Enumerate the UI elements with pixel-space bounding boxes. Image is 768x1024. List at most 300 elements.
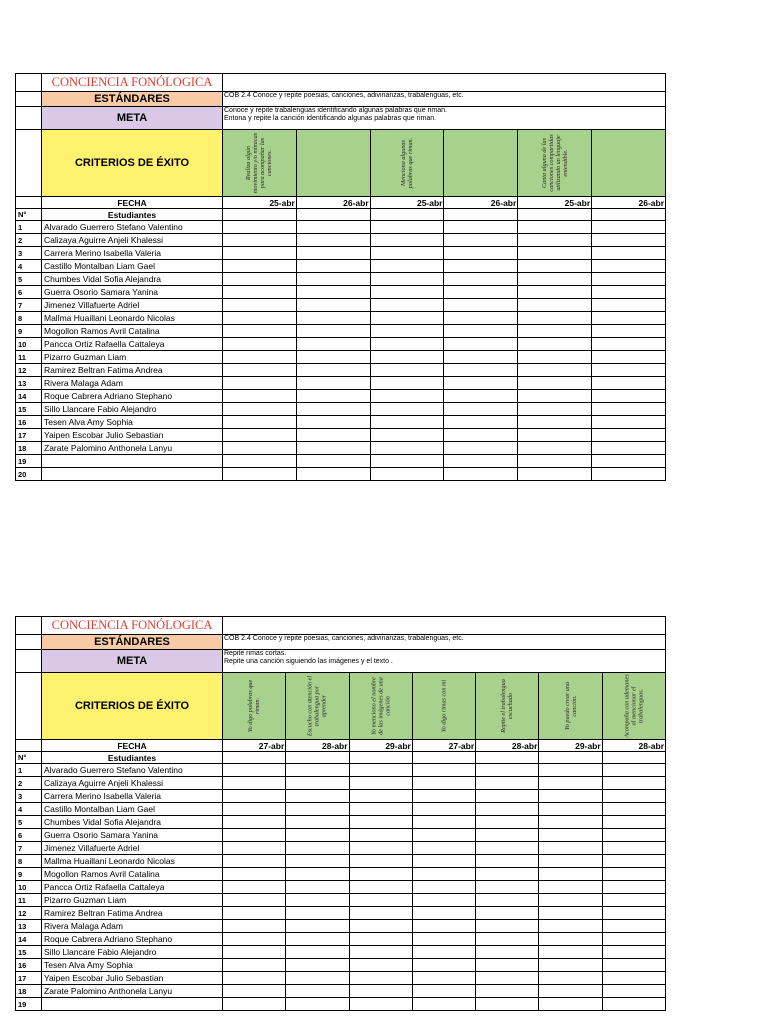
score-cell[interactable] (349, 959, 412, 972)
score-cell[interactable] (539, 933, 602, 946)
score-cell[interactable] (444, 377, 518, 390)
student-name: Alvarado Guerrero Stefano Valentino (42, 764, 223, 777)
score-cell[interactable] (602, 907, 665, 920)
score-cell[interactable] (476, 920, 539, 933)
score-cell[interactable] (223, 299, 297, 312)
score-cell[interactable] (223, 842, 286, 855)
score-cell[interactable] (223, 868, 286, 881)
student-row (16, 933, 666, 946)
score-cell[interactable] (412, 777, 475, 790)
score-cell[interactable] (349, 777, 412, 790)
score-cell[interactable] (223, 816, 286, 829)
score-cell[interactable] (223, 803, 286, 816)
score-cell[interactable] (412, 907, 475, 920)
score-cell[interactable] (223, 946, 286, 959)
score-cell[interactable] (476, 855, 539, 868)
score-cell[interactable] (444, 247, 518, 260)
score-cell[interactable] (539, 842, 602, 855)
score-cell[interactable] (370, 390, 444, 403)
score-cell[interactable] (518, 403, 592, 416)
score-cell[interactable] (412, 972, 475, 985)
score-cell[interactable] (518, 260, 592, 273)
score-cell[interactable] (592, 338, 666, 351)
score-cell[interactable] (296, 429, 370, 442)
score-cell[interactable] (296, 338, 370, 351)
score-cell[interactable] (223, 920, 286, 933)
score-cell[interactable] (296, 299, 370, 312)
score-cell[interactable] (476, 764, 539, 777)
score-cell[interactable] (286, 842, 349, 855)
score-cell[interactable] (223, 403, 297, 416)
score-cell[interactable] (370, 429, 444, 442)
score-cell[interactable] (539, 803, 602, 816)
score-cell[interactable] (444, 390, 518, 403)
score-cell[interactable] (602, 868, 665, 881)
score-cell[interactable] (296, 221, 370, 234)
score-cell[interactable] (286, 946, 349, 959)
score-cell[interactable] (370, 325, 444, 338)
score-cell[interactable] (444, 403, 518, 416)
score-cell[interactable] (286, 868, 349, 881)
score-cell[interactable] (223, 790, 286, 803)
score-cell[interactable] (349, 907, 412, 920)
score-cell[interactable] (602, 842, 665, 855)
row-number: 1 (16, 221, 42, 234)
score-cell[interactable] (349, 933, 412, 946)
score-cell[interactable] (476, 894, 539, 907)
score-cell[interactable] (476, 803, 539, 816)
score-cell[interactable] (444, 260, 518, 273)
score-cell[interactable] (518, 442, 592, 455)
score-cell[interactable] (296, 403, 370, 416)
score-cell[interactable] (539, 868, 602, 881)
score-cell[interactable] (223, 286, 297, 299)
score-cell[interactable] (592, 403, 666, 416)
score-cell[interactable] (286, 803, 349, 816)
row-number: 4 (16, 803, 42, 816)
score-cell[interactable] (412, 998, 475, 1011)
score-cell[interactable] (592, 468, 666, 481)
score-cell[interactable] (296, 377, 370, 390)
score-cell[interactable] (592, 234, 666, 247)
score-cell[interactable] (476, 842, 539, 855)
score-cell[interactable] (592, 364, 666, 377)
student-name: Sillo Llancare Fabio Alejandro (42, 946, 223, 959)
score-cell[interactable] (592, 377, 666, 390)
score-cell[interactable] (476, 777, 539, 790)
score-cell[interactable] (518, 286, 592, 299)
score-cell[interactable] (286, 881, 349, 894)
score-cell[interactable] (286, 972, 349, 985)
score-cell[interactable] (518, 273, 592, 286)
score-cell[interactable] (296, 247, 370, 260)
score-cell[interactable] (296, 390, 370, 403)
score-cell[interactable] (539, 816, 602, 829)
score-cell[interactable] (444, 312, 518, 325)
score-cell[interactable] (518, 416, 592, 429)
student-row (16, 920, 666, 933)
score-cell[interactable] (602, 829, 665, 842)
score-cell[interactable] (518, 299, 592, 312)
score-cell[interactable] (370, 468, 444, 481)
score-cell[interactable] (412, 933, 475, 946)
score-cell[interactable] (286, 777, 349, 790)
score-cell[interactable] (602, 972, 665, 985)
score-cell[interactable] (518, 429, 592, 442)
score-cell[interactable] (296, 416, 370, 429)
score-cell[interactable] (602, 777, 665, 790)
score-cell[interactable] (286, 764, 349, 777)
score-cell[interactable] (444, 429, 518, 442)
score-cell[interactable] (349, 816, 412, 829)
score-cell[interactable] (223, 959, 286, 972)
score-cell[interactable] (476, 790, 539, 803)
score-cell[interactable] (286, 855, 349, 868)
score-cell[interactable] (223, 416, 297, 429)
estandares-text: COB 2.4 Conoce y repite poesias, canciones, adivinanzas, trabalenguas, etc. (223, 92, 666, 107)
score-cell[interactable] (476, 881, 539, 894)
score-cell[interactable] (223, 221, 297, 234)
score-cell[interactable] (539, 998, 602, 1011)
score-cell[interactable] (602, 764, 665, 777)
score-cell[interactable] (539, 894, 602, 907)
score-cell[interactable] (223, 351, 297, 364)
score-cell[interactable] (223, 455, 297, 468)
score-cell[interactable] (223, 390, 297, 403)
criterios-row (16, 673, 666, 740)
score-cell[interactable] (223, 894, 286, 907)
score-cell[interactable] (223, 829, 286, 842)
score-cell[interactable] (349, 881, 412, 894)
score-cell[interactable] (370, 416, 444, 429)
score-cell[interactable] (349, 920, 412, 933)
score-cell[interactable] (592, 221, 666, 234)
score-cell[interactable] (539, 959, 602, 972)
score-cell[interactable] (370, 221, 444, 234)
score-cell[interactable] (412, 803, 475, 816)
score-cell[interactable] (592, 273, 666, 286)
student-row (16, 803, 666, 816)
assessment-table (15, 616, 666, 1011)
score-cell[interactable] (476, 816, 539, 829)
meta-text (223, 107, 666, 130)
estandares-label: ESTÁNDARES (42, 92, 223, 107)
score-cell[interactable] (476, 868, 539, 881)
score-cell[interactable] (412, 959, 475, 972)
score-cell[interactable] (444, 273, 518, 286)
score-cell[interactable] (349, 829, 412, 842)
students-header: Estudiantes (42, 209, 223, 221)
student-name: Zarate Palomino Anthonela Lanyu (42, 985, 223, 998)
score-cell[interactable] (370, 312, 444, 325)
score-cell[interactable] (296, 286, 370, 299)
student-row (16, 959, 666, 972)
student-row (16, 894, 666, 907)
score-cell[interactable] (592, 286, 666, 299)
score-cell[interactable] (444, 234, 518, 247)
score-cell[interactable] (602, 933, 665, 946)
student-name: Castillo Montalban Liam Gael (42, 803, 223, 816)
row-number: 12 (16, 907, 42, 920)
score-cell[interactable] (223, 972, 286, 985)
row-number: 17 (16, 972, 42, 985)
score-cell[interactable] (296, 260, 370, 273)
student-row (16, 972, 666, 985)
score-cell[interactable] (412, 868, 475, 881)
score-cell[interactable] (286, 933, 349, 946)
score-cell[interactable] (602, 816, 665, 829)
score-cell[interactable] (539, 907, 602, 920)
score-cell[interactable] (370, 351, 444, 364)
score-cell[interactable] (412, 985, 475, 998)
score-cell[interactable] (286, 985, 349, 998)
score-cell[interactable] (223, 312, 297, 325)
score-cell[interactable] (444, 286, 518, 299)
score-cell[interactable] (518, 390, 592, 403)
student-name: Chumbes Vidal Sofia Alejandra (42, 816, 223, 829)
score-cell[interactable] (296, 312, 370, 325)
score-cell[interactable] (412, 881, 475, 894)
score-cell[interactable] (539, 985, 602, 998)
score-cell[interactable] (518, 221, 592, 234)
score-cell[interactable] (476, 998, 539, 1011)
score-cell[interactable] (223, 377, 297, 390)
score-cell[interactable] (412, 816, 475, 829)
score-cell[interactable] (444, 442, 518, 455)
score-cell[interactable] (349, 946, 412, 959)
score-cell[interactable] (370, 273, 444, 286)
score-cell[interactable] (592, 416, 666, 429)
score-cell[interactable] (539, 829, 602, 842)
score-cell[interactable] (476, 933, 539, 946)
score-cell[interactable] (592, 455, 666, 468)
estandares-label: ESTÁNDARES (42, 635, 223, 650)
student-row (16, 764, 666, 777)
score-cell[interactable] (223, 325, 297, 338)
score-cell[interactable] (412, 920, 475, 933)
score-cell[interactable] (349, 764, 412, 777)
score-cell[interactable] (223, 764, 286, 777)
score-cell[interactable] (349, 998, 412, 1011)
student-name: Carrera Merino Isabella Valeria (42, 790, 223, 803)
score-cell[interactable] (286, 959, 349, 972)
score-cell[interactable] (223, 260, 297, 273)
score-cell[interactable] (539, 790, 602, 803)
score-cell[interactable] (349, 842, 412, 855)
score-cell[interactable] (444, 416, 518, 429)
score-cell[interactable] (370, 364, 444, 377)
score-cell[interactable] (349, 803, 412, 816)
score-cell[interactable] (286, 998, 349, 1011)
score-cell[interactable] (286, 790, 349, 803)
score-cell[interactable] (539, 855, 602, 868)
score-cell[interactable] (286, 829, 349, 842)
score-cell[interactable] (223, 442, 297, 455)
score-cell[interactable] (370, 260, 444, 273)
score-cell[interactable] (592, 312, 666, 325)
score-cell[interactable] (370, 403, 444, 416)
score-cell[interactable] (602, 946, 665, 959)
score-cell[interactable] (518, 364, 592, 377)
score-cell[interactable] (349, 790, 412, 803)
score-cell[interactable] (539, 972, 602, 985)
score-cell[interactable] (602, 920, 665, 933)
score-cell[interactable] (444, 221, 518, 234)
score-cell[interactable] (223, 907, 286, 920)
score-cell[interactable] (592, 442, 666, 455)
fecha-label: FECHA (42, 740, 223, 752)
score-cell[interactable] (286, 920, 349, 933)
score-cell[interactable] (370, 247, 444, 260)
date-cell: 28-abr (476, 740, 539, 752)
student-name: Jimenez Villafuerte Adriel (42, 842, 223, 855)
estandares-text: COB 2.4 Conoce y repite poesias, canciones, adivinanzas, trabalenguas, etc. (223, 635, 666, 650)
score-cell[interactable] (286, 816, 349, 829)
date-cell: 29-abr (349, 740, 412, 752)
student-name (42, 998, 223, 1011)
blank-header-cell (223, 209, 297, 221)
score-cell[interactable] (412, 829, 475, 842)
score-cell[interactable] (602, 959, 665, 972)
score-cell[interactable] (296, 351, 370, 364)
score-cell[interactable] (223, 429, 297, 442)
score-cell[interactable] (296, 234, 370, 247)
blank-header-cell (296, 209, 370, 221)
score-cell[interactable] (370, 234, 444, 247)
score-cell[interactable] (539, 764, 602, 777)
score-cell[interactable] (602, 998, 665, 1011)
blank-header-cell (444, 209, 518, 221)
score-cell[interactable] (223, 338, 297, 351)
score-cell[interactable] (223, 881, 286, 894)
score-cell[interactable] (518, 468, 592, 481)
score-cell[interactable] (444, 351, 518, 364)
student-name: Mogollon Ramos Avril Catalina (42, 325, 223, 338)
score-cell[interactable] (286, 907, 349, 920)
student-row (16, 351, 666, 364)
score-cell[interactable] (412, 894, 475, 907)
score-cell[interactable] (518, 234, 592, 247)
score-cell[interactable] (296, 468, 370, 481)
score-cell[interactable] (223, 985, 286, 998)
score-cell[interactable] (476, 972, 539, 985)
score-cell[interactable] (444, 468, 518, 481)
score-cell[interactable] (223, 998, 286, 1011)
score-cell[interactable] (223, 777, 286, 790)
row-number: 14 (16, 933, 42, 946)
score-cell[interactable] (592, 429, 666, 442)
criterion-text: Menciona algunas palabras que riman. (400, 137, 415, 189)
score-cell[interactable] (539, 946, 602, 959)
score-cell[interactable] (444, 299, 518, 312)
score-cell[interactable] (296, 455, 370, 468)
score-cell[interactable] (518, 455, 592, 468)
score-cell[interactable] (476, 985, 539, 998)
score-cell[interactable] (412, 842, 475, 855)
score-cell[interactable] (412, 946, 475, 959)
criterion-cell (444, 130, 518, 197)
score-cell[interactable] (592, 260, 666, 273)
score-cell[interactable] (602, 881, 665, 894)
score-cell[interactable] (444, 338, 518, 351)
criterion-text: Escucho con atención el trabalengua por aprender (306, 675, 328, 737)
score-cell[interactable] (539, 777, 602, 790)
score-cell[interactable] (370, 442, 444, 455)
score-cell[interactable] (223, 933, 286, 946)
score-cell[interactable] (370, 338, 444, 351)
score-cell[interactable] (602, 855, 665, 868)
score-cell[interactable] (349, 972, 412, 985)
score-cell[interactable] (349, 855, 412, 868)
score-cell[interactable] (476, 907, 539, 920)
row-number: 5 (16, 816, 42, 829)
score-cell[interactable] (444, 455, 518, 468)
score-cell[interactable] (223, 468, 297, 481)
score-cell[interactable] (518, 351, 592, 364)
score-cell[interactable] (370, 455, 444, 468)
score-cell[interactable] (370, 286, 444, 299)
score-cell[interactable] (370, 299, 444, 312)
score-cell[interactable] (602, 803, 665, 816)
score-cell[interactable] (296, 364, 370, 377)
score-cell[interactable] (539, 881, 602, 894)
score-cell[interactable] (518, 325, 592, 338)
student-name: Pancca Ortiz Rafaella Cattaleya (42, 338, 223, 351)
score-cell[interactable] (518, 377, 592, 390)
number-header: N° (16, 752, 42, 764)
score-cell[interactable] (223, 273, 297, 286)
score-cell[interactable] (476, 946, 539, 959)
score-cell[interactable] (286, 894, 349, 907)
score-cell[interactable] (223, 855, 286, 868)
score-cell[interactable] (412, 764, 475, 777)
score-cell[interactable] (518, 312, 592, 325)
score-cell[interactable] (296, 273, 370, 286)
score-cell[interactable] (412, 855, 475, 868)
score-cell[interactable] (296, 325, 370, 338)
row-number: 6 (16, 286, 42, 299)
score-cell[interactable] (444, 325, 518, 338)
score-cell[interactable] (476, 829, 539, 842)
score-cell[interactable] (223, 247, 297, 260)
fecha-label: FECHA (42, 197, 223, 209)
score-cell[interactable] (592, 351, 666, 364)
score-cell[interactable] (370, 377, 444, 390)
score-cell[interactable] (539, 920, 602, 933)
score-cell[interactable] (592, 299, 666, 312)
score-cell[interactable] (349, 894, 412, 907)
score-cell[interactable] (223, 234, 297, 247)
meta-line: Repite rimas cortas. (224, 650, 287, 657)
student-row (16, 868, 666, 881)
score-cell[interactable] (476, 959, 539, 972)
score-cell[interactable] (349, 985, 412, 998)
score-cell[interactable] (412, 790, 475, 803)
score-cell[interactable] (592, 247, 666, 260)
score-cell[interactable] (444, 364, 518, 377)
score-cell[interactable] (349, 868, 412, 881)
score-cell[interactable] (592, 325, 666, 338)
score-cell[interactable] (602, 790, 665, 803)
meta-line: Repite una canción siguiendo las imágenes y el texto . (224, 658, 393, 665)
score-cell[interactable] (602, 985, 665, 998)
score-cell[interactable] (223, 364, 297, 377)
score-cell[interactable] (602, 894, 665, 907)
score-cell[interactable] (518, 338, 592, 351)
score-cell[interactable] (518, 247, 592, 260)
score-cell[interactable] (592, 390, 666, 403)
score-cell[interactable] (296, 442, 370, 455)
